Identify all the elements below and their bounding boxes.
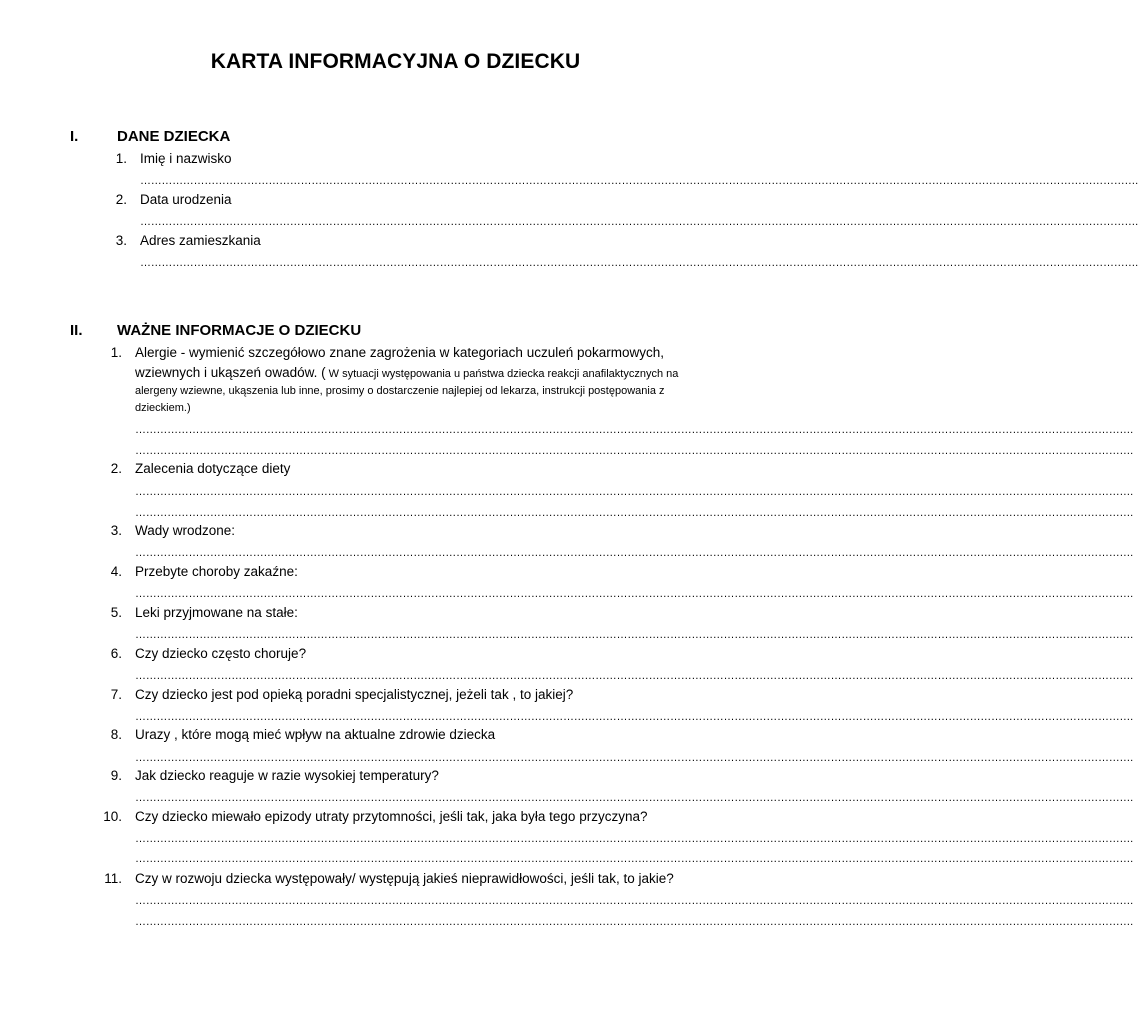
- item-number: 6.: [110, 646, 122, 661]
- fill-line-medications[interactable]: ……………………………………………………………………………………………………………………………………………………………………………………………………………………………………………………….: [135, 629, 1133, 641]
- field-label-specialist-care: Czy dziecko jest pod opieką poradni specjalistycznej, jeżeli tak , to jakiej?: [135, 687, 574, 702]
- fill-line-fever-reaction[interactable]: ……………………………………………………………………………………………………………………………………………………………………………………………………………………………………………………….: [135, 792, 1133, 804]
- allergies-note: W sytuacji występowania u państwa dziecka reakcji anafilaktycznych na: [325, 368, 679, 380]
- fill-line-allergies[interactable]: ……………………………………………………………………………………………………………………………………………………………………………………………………………………………………………………….: [135, 424, 1133, 436]
- item-number: 2.: [115, 192, 127, 207]
- item-number: 1.: [115, 151, 127, 166]
- item-number: 4.: [110, 564, 122, 579]
- allergies-line-2: [135, 364, 678, 383]
- field-label-name: Imię i nazwisko: [140, 151, 232, 166]
- allergies-note-line-3: dzieckiem.): [135, 402, 191, 414]
- field-label-infectious-diseases: Przebyte choroby zakaźne:: [135, 564, 298, 579]
- item-number: 9.: [110, 768, 122, 783]
- fill-line-often-sick[interactable]: ……………………………………………………………………………………………………………………………………………………………………………………………………………………………………………………….: [135, 670, 1133, 682]
- fill-line-injuries[interactable]: ……………………………………………………………………………………………………………………………………………………………………………………………………………………………………………………….: [135, 752, 1133, 764]
- fill-line-name[interactable]: ……………………………………………………………………………………………………………………………………………………………………………………………………………………………………………………….: [140, 175, 1138, 187]
- fill-line-congenital-defects[interactable]: ……………………………………………………………………………………………………………………………………………………………………………………………………………………………………………………….: [135, 547, 1133, 559]
- fill-line-fainting[interactable]: ……………………………………………………………………………………………………………………………………………………………………………………………………………………………………………………….: [135, 833, 1133, 845]
- fill-line-diet[interactable]: ……………………………………………………………………………………………………………………………………………………………………………………………………………………………………………………….: [135, 486, 1133, 498]
- item-number: 3.: [110, 523, 122, 538]
- item-number: 2.: [110, 461, 122, 476]
- fill-line-birthdate[interactable]: ……………………………………………………………………………………………………………………………………………………………………………………………………………………………………………………….: [140, 216, 1138, 228]
- fill-line-development[interactable]: ……………………………………………………………………………………………………………………………………………………………………………………………………………………………………………………….: [135, 916, 1133, 928]
- item-number: 5.: [110, 605, 122, 620]
- item-number: 7.: [110, 687, 122, 702]
- field-label-congenital-defects: Wady wrodzone:: [135, 523, 236, 538]
- fill-line-diet[interactable]: ……………………………………………………………………………………………………………………………………………………………………………………………………………………………………………………….: [135, 507, 1133, 519]
- field-label-injuries: Urazy , które mogą mieć wpływ na aktualne zdrowie dziecka: [135, 727, 496, 742]
- item-number: 8.: [110, 727, 122, 742]
- field-label-development: Czy w rozwoju dziecka występowały/ występują jakieś nieprawidłowości, jeśli tak, to jakie?: [135, 871, 674, 886]
- fill-line-fainting[interactable]: ……………………………………………………………………………………………………………………………………………………………………………………………………………………………………………………….: [135, 853, 1133, 865]
- page-title: KARTA INFORMACYJNA O DZIECKU: [210, 50, 581, 73]
- item-number: 11.: [104, 871, 122, 886]
- field-label-fever-reaction: Jak dziecko reaguje w razie wysokiej temperatury?: [135, 768, 439, 783]
- item-number: 10.: [103, 809, 122, 824]
- field-label-birthdate: Data urodzenia: [140, 192, 232, 207]
- item-number: 1.: [110, 345, 122, 360]
- field-label-often-sick: Czy dziecko często choruje?: [135, 646, 307, 661]
- section-2-heading: WAŻNE INFORMACJE O DZIECKU: [117, 322, 362, 339]
- field-label-medications: Leki przyjmowane na stałe:: [135, 605, 298, 620]
- allergies-note-line-2: alergeny wziewne, ukąszenia lub inne, prosimy o dostarczenie najlepiej od lekarza, instrukcji postępowania z: [135, 385, 665, 397]
- item-number: 3.: [115, 233, 127, 248]
- field-label-diet: Zalecenia dotyczące diety: [135, 461, 291, 476]
- field-label-fainting: Czy dziecko miewało epizody utraty przytomności, jeśli tak, jaka była tego przyczyna?: [135, 809, 648, 824]
- field-label-address: Adres zamieszkania: [140, 233, 261, 248]
- section-2-number: II.: [70, 322, 83, 339]
- fill-line-infectious-diseases[interactable]: ……………………………………………………………………………………………………………………………………………………………………………………………………………………………………………………….: [135, 588, 1133, 600]
- section-1-number: I.: [70, 128, 79, 145]
- section-1-heading: DANE DZIECKA: [117, 128, 231, 145]
- field-label-allergies: Alergie - wymienić szczegółowo znane zagrożenia w kategoriach uczuleń pokarmowych,: [135, 345, 665, 360]
- fill-line-specialist-care[interactable]: ……………………………………………………………………………………………………………………………………………………………………………………………………………………………………………………….: [135, 711, 1133, 723]
- allergies-label-cont: wziewnych i ukąszeń owadów. (: [135, 365, 326, 380]
- fill-line-address[interactable]: ……………………………………………………………………………………………………………………………………………………………………………………………………………………………………………………….: [140, 257, 1138, 269]
- fill-line-allergies[interactable]: ……………………………………………………………………………………………………………………………………………………………………………………………………………………………………………………….: [135, 445, 1133, 457]
- fill-line-development[interactable]: ……………………………………………………………………………………………………………………………………………………………………………………………………………………………………………………….: [135, 895, 1133, 907]
